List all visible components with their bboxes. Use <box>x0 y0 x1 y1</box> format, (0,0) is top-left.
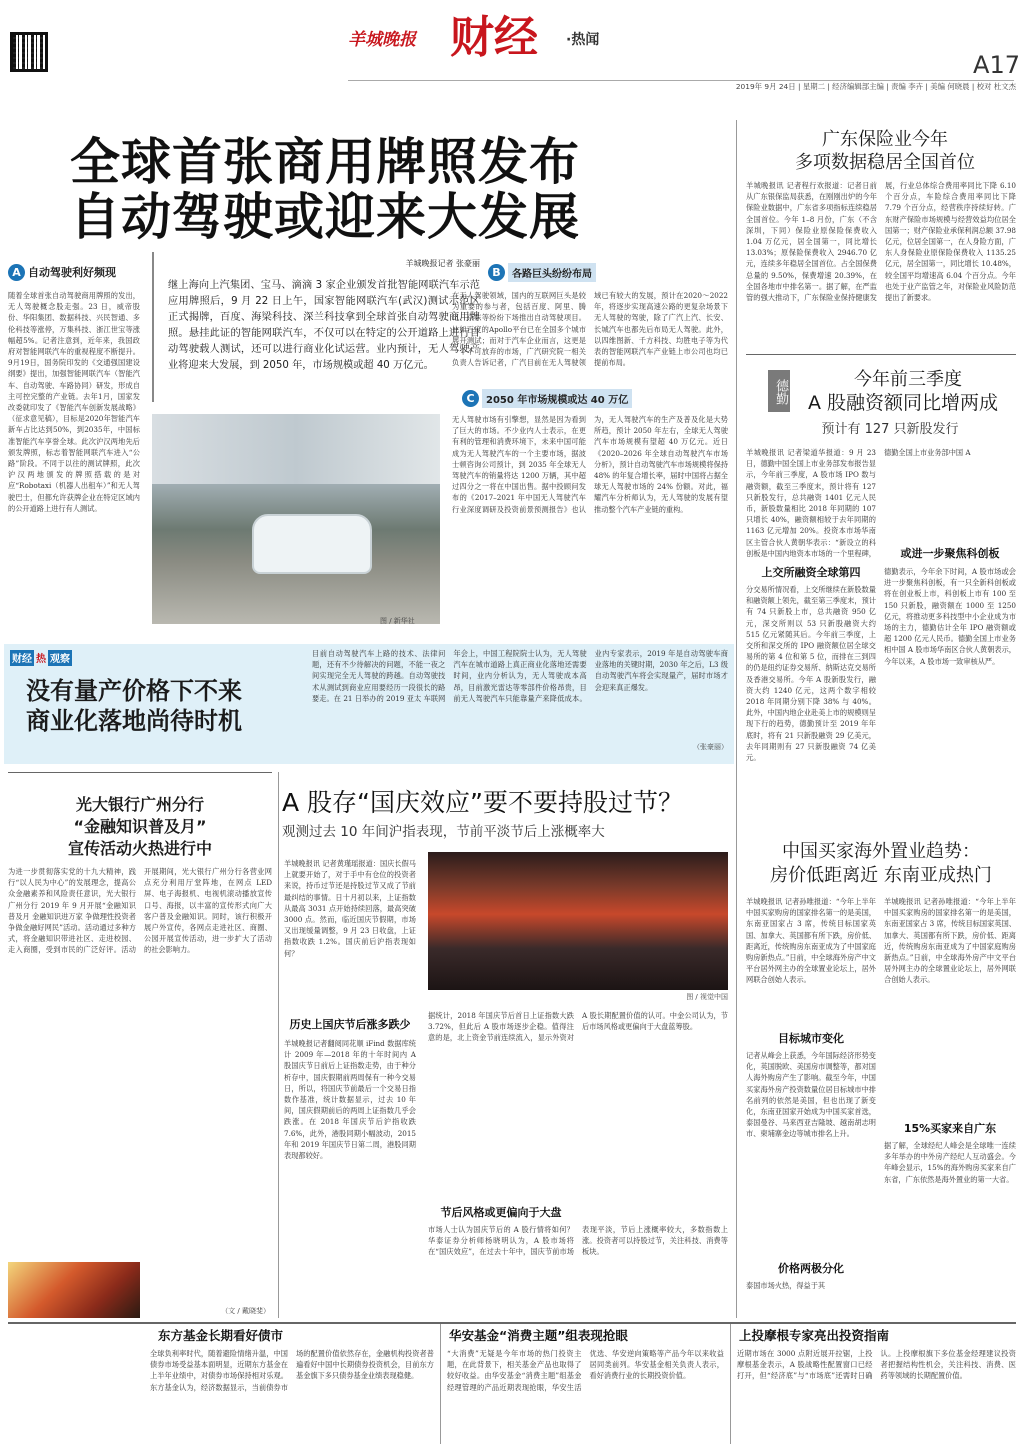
sec-b-badge: B <box>488 264 505 281</box>
lead-body-b: 在无人驾驶领域，国内的互联网巨头是较为重要的参与者，包括百度、阿里、腾讯、京东等纷纷下场推出自动驾驶项目。比如百度的Apollo平台已在全国多个城市展开测试；而对于汽车企业而言，这更是一个不可放弃的市场，广汽研究院一相关负责人告诉记者，广汽目前在无人驾驶领域已有较大的发展，预计在2020～2022年，将逐步实现高速公路的更复杂场景下无人驾驶的驾驶，除了广汽上汽、长安、长城汽车也都先后布局无人驾驶。此外，以四维图新、千方科技、均胜电子等为代表的智能网联汽车产业链上市公司也均已提前布局。 <box>452 291 728 368</box>
insurance-body: 羊城晚报讯 记者程行欢报道：记者日前从广东银保监局获悉，在刚刚出炉的今年保险业数据中，广东省多项指标连续稳居全国首位。今年 1–8 月份，广东（不含深圳，下同）保险业原保险保费收入 1.04 万亿元，居全国第一，同比增长 13.03%；原保险保费收入 2946.70 亿元，连续多年稳居全国首位。占全国保费总量的 9.50%，保费增速 20.39%，在全国各地市中排名第一。据了解，在严监管的强大推动下，广东保险业保持健康发展，行业总体综合费用率同比下降 6.10 个百分点，车险综合费用率同比下降 7.79 个百分点，经营秩序持续好转。广东财产保险市场规模与经营效益均位居全国第一；财产保险业承保利润总额 37.98 亿元，位居全国第一，在人身险方面，广东人身保险业原保险保费收入 1135.25 亿元，居全国第一，同比增长 10.48%，较全国平均增速高 6.04 个百分点。今年也处于业产监管之年，对保险业风险防范提出了新要求。 <box>746 181 1016 303</box>
financing-headline-2: A 股融资额同比增两成 <box>807 392 999 414</box>
observe-headline-1: 没有量产价格下不来 <box>26 677 242 705</box>
bottom-item-body: 全球负利率时代，随着避险情绪升温，中国债券市场受益基本面明显，近期东方基金在上半年业绩中，对债券市场保持相对乐观。东方基金认为，经济数据显示，当前债券市场的配置价值依然存在，金融机构投资者普遍看好中国中长期债券投资机会，目前东方基金旗下多只债券基金业绩表现稳健。 <box>150 1349 434 1392</box>
masthead-section: 财经 <box>450 12 538 63</box>
overseas-sub-2: 15%买家来自广东 <box>903 1122 997 1135</box>
financing-body-3: 德勤表示，今年余下时间，A 股市场或会进一步聚焦科创板，有一只全新科创板或将在创业板上市，科创板上市有 100 至 150 只新股，融资额在 1000 至 1250 亿元，将推动更多科技型中小企业成为市场的主力，德勤估计全年 IPO 融资额或超 1200 亿元人民币。德勤全国上市业务相中国 A 股市场华南区合伙人黄朝表示，今年以来，A 股市场一致审核从严。 <box>884 567 1016 666</box>
deloitte-seal: 德勤 <box>768 370 790 412</box>
insurance-headline-1: 广东保险业今年 <box>822 129 948 150</box>
sec-a-badge: A <box>8 264 25 281</box>
lead-sec-c <box>462 388 682 408</box>
bottom-item-title: 上投摩根专家亮出投资指南 <box>739 1328 890 1343</box>
lead-body-a: 随着全球首张自动驾驶商用牌照的发出，无人驾驶概念股走强。23 日，威帝股份、华阳集团、数据科技、兴民智通、多伦科技等涨停，万集科技、浙江世宝等涨幅超5%。记者注意到，近年来，我国政府对智能网联汽车的重视程度不断提升。9月19日，国务院印发的《交通强国建设纲要》提出，加强智能网联汽车（智能汽车、自动驾驶、车路协同）研发，形成自主可控完整的产业链。去年1月，国家发改委就印发了《智能汽车创新发展战略》（征求意见稿），目标是2020年智能汽车新车占比达到50%，到2035年，中国标准智能汽车享誉全球。此次沪汉两地先后颁发牌照，标志着智能网联汽车进入“公路”阶段。不同于以往的测试牌照，此次沪汉两地颁发的牌照搭载的是对应“Robotaxi（机器人出租车）”和无人驾驶巴士，但都允许获牌企业在特定区域内的公开道路上进行有人测试。 <box>8 291 140 513</box>
bottom-item-1 <box>150 1324 434 1444</box>
overseas-headline-2: 房价低距离近 东南亚成热门 <box>770 865 992 886</box>
qr-code <box>10 32 48 72</box>
masthead-meta: 2019年 9月 24日 | 星期二 | 经济编辑部主编 | 责编 李卉 | 美编 何晓晨 | 校对 杜文杰 <box>735 82 1016 91</box>
stock-sub: 观测过去 10 年间沪指表现，节前平淡节后上涨概率大 <box>282 824 605 840</box>
lead-headline-2: 自动驾驶或迎来大发展 <box>70 188 580 246</box>
stock-photo <box>428 852 728 990</box>
masthead-section-sub: ·热闻 <box>566 32 600 48</box>
overseas-body-3: 据了解，全球经纪人峰会是全球唯一连续多年举办的中外房产经纪人互动盛会。今年峰会显示，15%的海外购房买家来自广东省，广东依然是海外置业的第一大省。 <box>884 1141 1016 1184</box>
observe-credit: （张豪丽） <box>693 743 728 751</box>
column-divider <box>736 120 737 840</box>
bottom-item-title: 东方基金长期看好债市 <box>158 1328 284 1343</box>
insurance-headline-2: 多项数据稳居全国首位 <box>795 152 975 173</box>
ceb-body: 为进一步贯彻落实党的十九大精神，践行“以人民为中心”的发展理念，提高公众金融素养和风险责任意识，光大银行广州分行 2019 年 9 月开展“金融知识普及月 金融知识进万家 争做理性投资者 争做金融好网民”活动。活动通过多种方式，将金融知识带进社区、走进校园、走入商圈，受到市民的广泛好评。活动开展期间，光大银行广州分行各营业网点充分利用厅堂阵地，在网点 LED 屏、电子海报机、电视机滚动播放宣传口号、海报，以丰富的宣传形式向广大客户普及金融知识。同时，该行积极开展户外宣传，各网点走进社区、商圈、公园开展宣传活动，进一步扩大了活动的社会影响力。 <box>8 867 272 955</box>
ceb-headline-3: 宣传活动火热进行中 <box>67 839 212 858</box>
divider <box>8 772 272 773</box>
financing-sub-1: 上交所融资全球第四 <box>761 566 861 579</box>
sec-c-badge: C <box>462 390 479 407</box>
observe-headline-2: 商业化落地尚待时机 <box>26 707 242 735</box>
financing-sub-2: 或进一步聚焦科创板 <box>900 547 1000 560</box>
overseas-headline-1: 中国买家海外置业趋势： <box>782 841 980 862</box>
lead-summary: 继上海向上汽集团、宝马、滴滴 3 家企业颁发首批智能网联汽车示范应用牌照后，9 月 22 日上午，国家智能网联汽车(武汉)测试示范区正式揭牌，百度、海梁科技、深兰科技拿到全球首张自动驾驶商用牌照。悬挂此证的智能网联汽车，不仅可以在特定的公开道路上进行自动驾驶载人测试，还可以进行商业化试运营。业内预计，无人驾驶产业将迎来大发展，到 2050 年，市场规模或超 40 万亿元。 <box>168 280 480 371</box>
stock-body-2: 羊城晚报记者翻阅同花顺 iFind 数据库统计 2009 年—2018 年的十年时间内 A 股国庆节日前后上证指数走势，由于种分析存中，国庆假期前两周保有一种今交易日，所以，将国庆节前最后一个交易日指数作基准，统计数据显示，过去 10 年间，国庆假期前后的两周上证指数几乎会跌涨。在 2018 年国庆节后沪指收跌 7.6%，此外，港股同期小幅波动，2015 年和 2019 年国庆节日第二周，港股同期表现都较好。 <box>284 1039 416 1161</box>
bottom-item-3 <box>730 1324 1016 1444</box>
overseas-body-2: 记者从峰会上获悉，今年国际经济形势变化，英国脱欧、美国房市调整等，都对国人海外购房产生了影响。截至今年，中国买家海外房产投资数量位居目标城市中排名前列的依然是美国，但也出现了新变化，东南亚国家开始成为中国买家首选，泰国曼谷、马来西亚吉隆坡、越南胡志明市、柬埔寨金边等城市排名上升。 <box>746 1051 876 1139</box>
bottom-item-title: 华安基金“消费主题”组表现抢眼 <box>449 1328 628 1343</box>
stock-sub-1: 历史上国庆节后涨多跌少 <box>289 1018 411 1031</box>
divider <box>746 354 1016 355</box>
lead-headline-1: 全球首张商用牌照发布 <box>70 133 580 191</box>
lead-photo <box>152 414 440 624</box>
overseas-body-1: 羊城晚报讯 记者孙唯报道：“今年上半年中国买家购房的国家排名第一的是美国，东南亚国家占 3 席，传统目标国家英国、加拿大、英国都有所下跌，房价低、距离近，传统购房东南亚成为了中国家庭购房新热点。”日前，中全球海外房产中文平台居外网主办的全球置业论坛上，居外网联合创始人表示。 <box>746 897 876 985</box>
page-number: A17 <box>973 51 1020 79</box>
stock-body-3: 市场人士认为国庆节后的 A 股行情将如何？华泰证券分析师杨晓明认为，A 股市场将在“国庆效应”，在过去十年中，国庆节前市场表现平淡，节后上涨概率较大，多数指数上涨。投资者可以持股过节，关注科技、消费等板块。 <box>428 1225 728 1257</box>
overseas-body-4: 泰国市场火热，得益于其 <box>746 1281 826 1290</box>
lead-sec-b-label: 各路巨头纷纷布局 <box>508 263 596 282</box>
financing-headline-1: 今年前三季度 <box>854 369 962 390</box>
ceb-credit: （文 / 戴晓斐） <box>221 1307 270 1315</box>
lead-body-c: 无人驾驶市场有引擎想，显然是因为看到了巨大的市场。不少业内人士表示，在更有利的管理和消费环境下，未来中国可能成为无人驾驶汽车的一个主要市场，据波士顿咨询公司预计，到 2035 年全球无人驾驶汽车的销量将达 1200 万辆，其中超过四分之一将在中国出售。据中投顾问发布的《2017–2021 年中国无人驾驶汽车行业深度调研及投资前景预测报告》也认为，无人驾驶汽车的生产及普及化是大势所趋，预计 2050 年左右，全球无人驾驶汽车市场规模有望超 40 万亿元。近日《2020–2026 年全球自动驾驶汽车市场分析》，预计自动驾驶汽车市场规模将保持 48% 的年复合增长率，届时中国将占据全球无人驾驶市场的 24% 份额。对此，福耀汽车分析师认为，无人驾驶的发展有望推动整个汽车产业链的重构。 <box>452 415 728 514</box>
stock-body-1: 羊城晚报讯 记者黄瑾瑶报道：国庆长假马上就要开始了，对于手中有仓位的投资者来说，持币过节还是持股过节又成了节前最纠结的事情。日十月初以来，上证指数从最高 3031 点开始持续回落，最高突破 3000 点。然而，临近国庆节假期，市场又出现缓量调整，9 月 23 日收盘，上证指数收跌 1.2%。国庆前后沪指表现如何？ <box>284 859 416 958</box>
bottom-item-body: “大消费”无疑是今年市场的热门投资主题，在此背景下，相关基金产品也取得了较好收益。由华安基金“消费主题”组基金经理管理的产品近期表现抢眼，华安生活优选、华安逆向策略等产品今年以来收益居同类前列。华安基金相关负责人表示，看好消费行业的长期投资价值。 <box>447 1349 724 1392</box>
overseas-sub-1: 目标城市变化 <box>778 1032 844 1045</box>
financing-sub: 预计有 127 只新股发行 <box>821 422 959 437</box>
observe-tag <box>10 650 90 666</box>
stock-sub-2: 节后风格或更偏向于大盘 <box>440 1206 562 1219</box>
lead-sec-b <box>488 262 668 282</box>
overseas-sub-3: 价格两极分化 <box>778 1262 844 1275</box>
overseas-body-2b: 羊城晚报讯 记者孙唯报道：“今年上半年中国买家购房的国家排名第一的是美国，东南亚国家占 3 席，传统目标国家英国、加拿大、英国都有所下跌，房价低、距离近，传统购房东南亚成为了中国家庭购房新热点。”日前，中全球海外房产中文平台居外网主办的全球置业论坛上，居外网联合创始人表示。 <box>884 897 1016 985</box>
lead-sec-a <box>8 262 148 282</box>
stock-headline: A 股存“国庆效应”要不要持股过节？ <box>282 788 683 817</box>
financing-body-2: 分交易所情况看，上交所继续在新股数量和融资额上领先，截至第三季度末，预计有 74 只新股上市，总共融资 950 亿元，深交所则以 53 只新股融资大约 515 亿元紧随其后。今年前三季度，上交所和深交所的 IPO 融资额位居全球交易所的第 4 位和第 5 位，而排在三到四的仍是纽约证券交易所、纳斯达克交易所及香港交易所。今年 A 股新股发行，融资大约 1240 亿元，这两个数字相较 2018 年同期分别下降 38% 与 40%。此外，中国内地企业赴美上市的规模则呈现下行的趋势，德勤预计至 2019 年年底时，将有 21 只新股融资 29 亿美元，去年同期则有 27 只新股融资 74 亿美元。 <box>746 585 876 763</box>
financing-body-1: 羊城晚报讯 记者梁道华报道：9 月 23 日，德勤中国全国上市业务部发布报告显示，今年前三季度，A 股市场 IPO 数与融资额，截至三季度末，预计将有 127 只新股发行，总共融资 1401 亿元人民币，新股数量相比 2018 年同期的 107 只增长 40%，融资额相较于去年同期的 1163 亿元增加 20%。投资本市场华南区主管合伙人黄朝华表示：“新设立的科创板是中国内地资本市场的一个里程碑， <box>746 448 876 558</box>
divider <box>278 772 279 1318</box>
lead-sec-c-label: 2050 年市场规模或达 40 万亿 <box>482 389 632 408</box>
lead-sec-a-label: 自动驾驶利好频现 <box>28 266 116 279</box>
lead-byline: 羊城晚报记者 张豪丽 <box>405 259 480 268</box>
bottom-item-2 <box>440 1324 724 1444</box>
robot-bus <box>252 514 372 574</box>
ceb-photo <box>8 1262 140 1318</box>
observe-tag-2: 热 <box>36 654 46 665</box>
observe-tag-1: 财经 <box>10 650 34 666</box>
stock-photo-credit: 图 / 视觉中国 <box>686 993 728 1001</box>
ceb-headline-2: “金融知识普及月” <box>73 817 207 836</box>
divider <box>736 840 737 1318</box>
ceb-headline-1: 光大银行广州分行 <box>75 795 204 814</box>
financing-body-1b: 德勤全国上市业务部中国 A <box>884 448 971 457</box>
buildings <box>152 414 440 484</box>
observe-body: 目前自动驾驶汽车上路的技术、法律问题，还有不少待解决的问题，不能一夜之间实现完全无人驾驶的跨越。自动驾驶技术从测试到商业应用要经历一段很长的路要走。在 21 日举办的 2019 亚太 车联网年会上，中国工程院院士认为，无人驾驶汽车在城市道路上真正商业化落地还需要时间，业内分析认为，无人驾驶成本高昂，目前激光雷达等零部件价格昂贵，目前无人驾驶汽车只能靠量产来降低成本。业内专家表示，2019 年是自动驾驶车商业落地的关键时期，2030 年之后，L3 级自动驾驶汽车将会实现量产，届时市场才会迎来真正爆发。 <box>312 649 728 703</box>
lead-photo-credit: 图 / 新华社 <box>380 617 415 625</box>
observe-tag-3: 观察 <box>48 650 72 666</box>
masthead-paper-logo: 羊城晚报 <box>348 30 416 50</box>
bottom-item-body: 近期市场在 3000 点附近展开拉锯，上投摩根基金表示，A 股战略性配置窗口已经打开，但“经济底”与“市场底”还需时日确认。上投摩根旗下多位基金经理建议投资者把握结构性机会，关注科技、消费、医药等领域的长期配置价值。 <box>737 1349 1016 1381</box>
stock-body-4: 据统计，2018 年国庆节后首日上证指数大跌 3.72%，但此后 A 股市场逐步企稳。值得注意的是，北上资金节前连续流入，显示外资对 A 股长期配置价值的认可。中金公司认为，节后市场风格或更偏向于大盘蓝筹股。 <box>428 1011 728 1043</box>
